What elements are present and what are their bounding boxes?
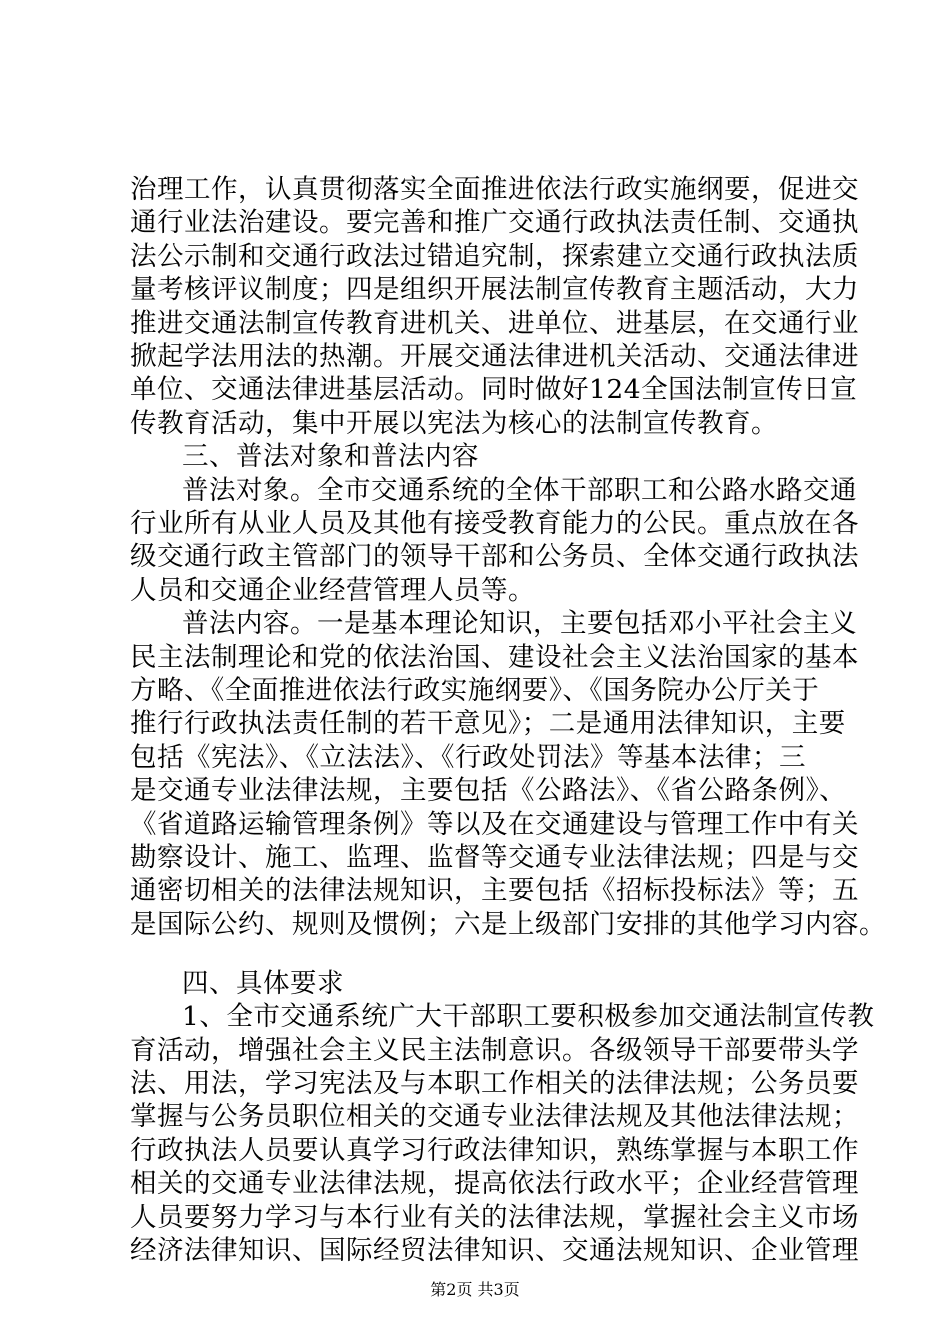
text-line: 是国际公约、规则及惯例；六是上级部门安排的其他学习内容。 <box>130 908 886 940</box>
text-line: 通密切相关的法律法规知识，主要包括《招标投标法》等；五 <box>130 875 859 907</box>
text-line: 级交通行政主管部门的领导干部和公务员、全体交通行政执法 <box>130 541 859 573</box>
text-line: 经济法律知识、国际经贸法律知识、交通法规知识、企业管理 <box>130 1235 859 1266</box>
section-heading: 三、普法对象和普法内容 <box>182 441 479 473</box>
text-line: 普法内容。一是基本理论知识，主要包括邓小平社会主义 <box>182 608 857 640</box>
text-line: 育活动，增强社会主义民主法制意识。各级领导干部要带头学 <box>130 1034 859 1066</box>
text-line: 是交通专业法律法规，主要包括《公路法》、《省公路条例》、 <box>130 775 847 807</box>
text-line: 勘察设计、施工、监理、监督等交通专业法律法规；四是与交 <box>130 841 859 873</box>
text-line: 行政执法人员要认真学习行政法律知识，熟练掌握与本职工作 <box>130 1134 859 1166</box>
text-line: 人员和交通企业经营管理人员等。 <box>130 574 535 606</box>
text-line: 人员要努力学习与本行业有关的法律法规，掌握社会主义市场 <box>130 1201 859 1233</box>
text-line: 方略、《全面推进依法行政实施纲要》、《国务院办公厅关于 <box>130 674 820 706</box>
text-line: 法公示制和交通行政法过错追究制，探索建立交通行政执法质 <box>130 240 859 272</box>
text-line: 量考核评议制度；四是组织开展法制宣传教育主题活动，大力 <box>130 274 859 306</box>
text-line: 行业所有从业人员及其他有接受教育能力的公民。重点放在各 <box>130 507 859 539</box>
text-line: 单位、交通法律进基层活动。同时做好124全国法制宣传日宣 <box>130 374 858 406</box>
text-line: 《省道路运输管理条例》等以及在交通建设与管理工作中有关 <box>130 808 859 840</box>
text-line: 推行行政执法责任制的若干意见》；二是通用法律知识，主要 <box>130 708 846 740</box>
text-line: 民主法制理论和党的依法治国、建设社会主义法治国家的基本 <box>130 641 859 673</box>
text-line: 传教育活动，集中开展以宪法为核心的法制宣传教育。 <box>130 407 778 439</box>
text-line: 通行业法治建设。要完善和推广交通行政执法责任制、交通执 <box>130 207 859 239</box>
text-line: 相关的交通专业法律法规，提高依法行政水平；企业经营管理 <box>130 1168 859 1200</box>
text-line: 治理工作，认真贯彻落实全面推进依法行政实施纲要，促进交 <box>130 174 859 205</box>
text-line: 推进交通法制宣传教育进机关、进单位、进基层，在交通行业 <box>130 307 859 339</box>
section-heading: 四、具体要求 <box>182 967 344 999</box>
text-line: 普法对象。全市交通系统的全体干部职工和公路水路交通 <box>182 474 857 506</box>
text-line: 法、用法，学习宪法及与本职工作相关的法律法规；公务员要 <box>130 1068 859 1099</box>
text-line: 1、全市交通系统广大干部职工要积极参加交通法制宣传教 <box>182 1001 875 1033</box>
text-line: 包括《宪法》、《立法法》、《行政处罚法》等基本法律；三 <box>130 741 806 773</box>
text-line: 掌握与公务员职位相关的交通专业法律法规及其他法律法规； <box>130 1101 859 1133</box>
page-footer: 第2页 共3页 <box>430 1280 520 1299</box>
text-line: 掀起学法用法的热潮。开展交通法律进机关活动、交通法律进 <box>130 341 859 372</box>
